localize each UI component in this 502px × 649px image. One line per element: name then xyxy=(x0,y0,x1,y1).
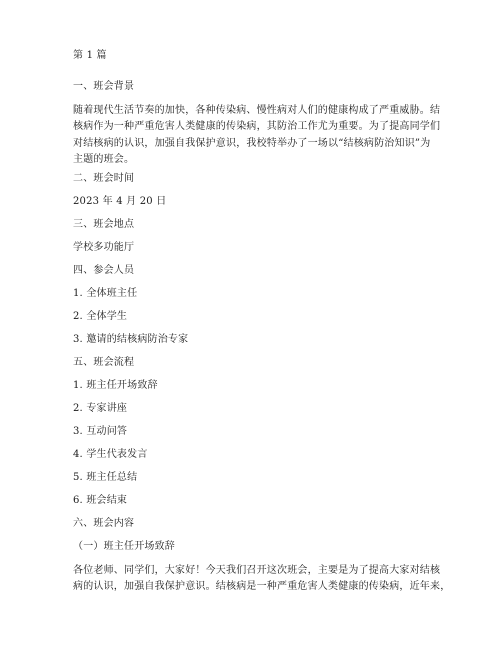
time-value: 2023 年 4 月 20 日 xyxy=(73,196,167,207)
participants-heading: 四、参会人员 xyxy=(73,265,135,276)
background-line: 随着现代生活节奏的加快，各种传染病、慢性病对人们的健康构成了严重威胁。结 xyxy=(73,105,441,116)
participant-item: 3. 邀请的结核病防治专家 xyxy=(73,334,189,345)
process-heading: 五、班会流程 xyxy=(73,357,135,368)
participant-item: 1. 全体班主任 xyxy=(73,288,138,299)
process-item: 5. 班主任总结 xyxy=(73,472,138,483)
place-value: 学校多功能厅 xyxy=(73,242,135,253)
part-label: 第 1 篇 xyxy=(73,50,107,61)
place-heading: 三、班会地点 xyxy=(73,219,135,230)
time-heading: 二、班会时间 xyxy=(73,173,135,184)
background-heading: 一、班会背景 xyxy=(73,81,135,92)
background-line: 对结核病的认识，加强自我保护意识，我校特举办了一场以“结核病防治知识”为 xyxy=(73,137,431,149)
background-paragraph xyxy=(73,103,441,168)
process-item: 2. 专家讲座 xyxy=(73,403,128,414)
content-heading: 六、班会内容 xyxy=(73,518,135,529)
content-paragraph xyxy=(73,563,451,596)
process-item: 4. 学生代表发言 xyxy=(73,449,148,460)
content-line: 病的认识，加强自我保护意识。结核病是一种严重危害人类健康的传染病，近年来， xyxy=(73,581,451,593)
content-sub-heading: （一）班主任开场致辞 xyxy=(73,541,175,552)
background-line: 主题的班会。 xyxy=(73,153,135,165)
process-item: 6. 班会结束 xyxy=(73,495,128,506)
participant-item: 2. 全体学生 xyxy=(73,311,128,322)
process-item: 3. 互动问答 xyxy=(73,426,128,437)
process-item: 1. 班主任开场致辞 xyxy=(73,380,158,391)
content-line: 各位老师、同学们，大家好！今天我们召开这次班会，主要是为了提高大家对结核 xyxy=(73,565,441,576)
background-line: 核病作为一种严重危害人类健康的传染病，其防治工作尤为重要。为了提高同学们 xyxy=(73,121,441,133)
